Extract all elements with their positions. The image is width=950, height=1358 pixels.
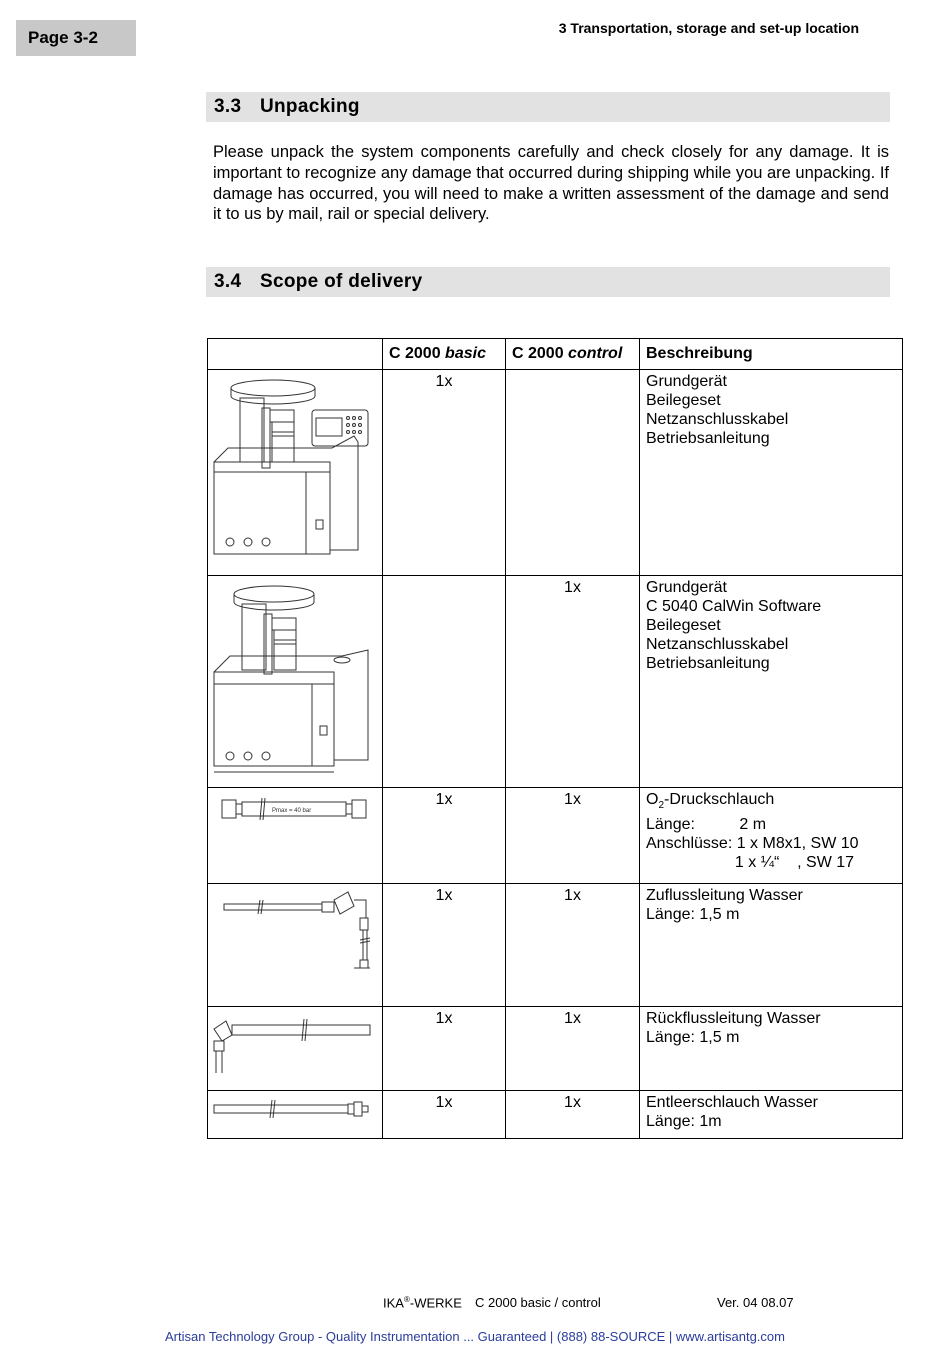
section-number: 3.4 xyxy=(214,271,242,292)
qty-basic: 1x xyxy=(383,1091,506,1139)
description: Grundgerät Beilegeset Netzanschlusskabel Betriebsanleitung xyxy=(640,370,903,576)
table-header-row xyxy=(208,339,903,370)
qty-basic: 1x xyxy=(383,370,506,576)
footer-version: Ver. 04 08.07 xyxy=(717,1295,794,1310)
unpacking-paragraph: Please unpack the system components carefully and check closely for any damage. It is important to recognize any damage that occurred during shipping while you are unpacking. If damage has occurred, you will need to make a written assessment of the damage and send it to us by mail, rail or special delivery. xyxy=(213,143,889,224)
qty-basic: 1x xyxy=(383,884,506,1007)
header-basic: C 2000 basic xyxy=(383,339,506,370)
description: Entleerschlauch Wasser Länge: 1m xyxy=(640,1091,903,1139)
table-row xyxy=(208,370,903,576)
table-row xyxy=(208,884,903,1007)
table-row xyxy=(208,576,903,788)
qty-basic: 1x xyxy=(383,1007,506,1091)
device-basic-image xyxy=(208,370,383,576)
footer-brand: IKA®-WERKE xyxy=(383,1295,462,1311)
page-label: Page 3-2 xyxy=(16,20,136,56)
section-heading-unpacking xyxy=(206,92,890,122)
footer-product: C 2000 basic / control xyxy=(475,1295,601,1310)
drain-hose-image xyxy=(208,1091,383,1139)
qty-basic xyxy=(383,576,506,788)
qty-control: 1x xyxy=(506,576,640,788)
chapter-title: 3 Transportation, storage and set-up location xyxy=(558,20,859,36)
qty-control xyxy=(506,370,640,576)
description: Zuflussleitung Wasser Länge: 1,5 m xyxy=(640,884,903,1007)
description: Rückflussleitung Wasser Länge: 1,5 m xyxy=(640,1007,903,1091)
return-line-image xyxy=(208,1007,383,1091)
qty-control: 1x xyxy=(506,884,640,1007)
section-heading-scope xyxy=(206,267,890,297)
qty-basic: 1x xyxy=(383,788,506,884)
device-control-image xyxy=(208,576,383,788)
inflow-line-image xyxy=(208,884,383,1007)
section-title: Scope of delivery xyxy=(260,271,423,292)
description: Grundgerät C 5040 CalWin Software Beilegeset Netzanschlusskabel Betriebsanleitung xyxy=(640,576,903,788)
table-row xyxy=(208,1007,903,1091)
header-control: C 2000 control xyxy=(506,339,640,370)
scope-of-delivery-table xyxy=(207,338,903,1139)
qty-control: 1x xyxy=(506,1007,640,1091)
description: $O_2$-Druckschlauch Länge: 2 m Anschlüsse: 1 x M8x1, SW 10 1 x ¼“ , SW 17 xyxy=(640,788,903,884)
section-title: Unpacking xyxy=(260,96,360,117)
header-image-cell xyxy=(208,339,383,370)
hose-pressure-label: Pmax = 40 bar xyxy=(272,808,312,814)
table-row xyxy=(208,1091,903,1139)
oxygen-hose-image xyxy=(208,788,383,884)
qty-control: 1x xyxy=(506,1091,640,1139)
header-description: Beschreibung xyxy=(640,339,903,370)
table-row xyxy=(208,788,903,884)
artisan-link[interactable]: Artisan Technology Group - Quality Instrumentation ... Guaranteed | (888) 88-SOURCE | www.artisantg.com xyxy=(165,1329,785,1344)
qty-control: 1x xyxy=(506,788,640,884)
section-number: 3.3 xyxy=(214,96,242,117)
